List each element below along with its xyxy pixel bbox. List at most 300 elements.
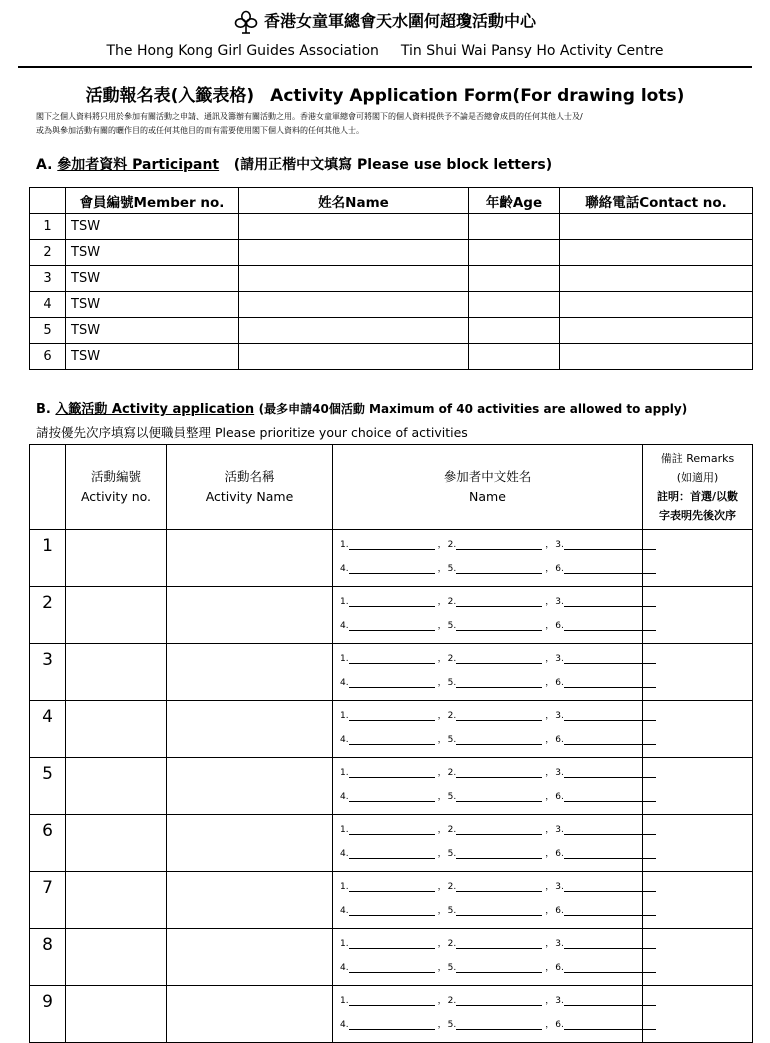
- col-header-activity-name: [167, 445, 333, 530]
- name-slot-label: 2.: [447, 540, 457, 550]
- remarks-field[interactable]: [643, 815, 753, 872]
- name-slot-blank[interactable]: [564, 598, 656, 607]
- name-slot-blank[interactable]: [564, 655, 656, 664]
- name-slot-label: 4.: [340, 564, 349, 574]
- name-slot-label: 3.: [555, 882, 564, 892]
- name-slot-label: 1.: [340, 825, 349, 835]
- col-header-row-index: [30, 445, 66, 530]
- age-field[interactable]: [469, 240, 560, 266]
- name-slot-separator: ，: [437, 963, 447, 973]
- name-slot-label: 1.: [340, 939, 349, 949]
- activity-row-index: 9: [30, 986, 66, 1043]
- name-slot-blank[interactable]: [349, 940, 435, 949]
- participant-table: [29, 187, 753, 370]
- name-slot-blank[interactable]: [456, 565, 542, 574]
- name-slot-label: 3.: [555, 711, 564, 721]
- name-slot-separator: ，: [437, 678, 447, 688]
- name-slot-blank[interactable]: [456, 679, 542, 688]
- name-slot-blank[interactable]: [564, 826, 656, 835]
- member-no-field[interactable]: TSW: [66, 214, 239, 240]
- name-slot-label: 2.: [447, 939, 457, 949]
- participant-row: [30, 214, 753, 240]
- contact-field[interactable]: [560, 240, 753, 266]
- remarks-line-1: 備註 Remarks: [660, 452, 735, 465]
- name-slot-label: 5.: [447, 792, 457, 802]
- participant-names-en: Name: [469, 489, 506, 504]
- remarks-field[interactable]: [643, 530, 753, 587]
- contact-field[interactable]: [560, 318, 753, 344]
- name-slot-blank[interactable]: [349, 655, 435, 664]
- participant-names-field: [333, 815, 643, 872]
- name-slot-blank[interactable]: [456, 622, 542, 631]
- name-slots-line-1: [340, 996, 656, 1006]
- name-slot-separator: ，: [437, 711, 447, 721]
- name-slot-label: 4.: [340, 735, 349, 745]
- centre-english-name: Tin Shui Wai Pansy Ho Activity Centre: [400, 43, 664, 59]
- participant-names-field: [333, 701, 643, 758]
- activity-no-field[interactable]: [66, 815, 167, 872]
- section-a-note: (請用正楷中文填寫 Please use block letters): [233, 157, 553, 173]
- member-no-field[interactable]: TSW: [66, 318, 239, 344]
- name-slots-line-2: [340, 621, 656, 631]
- privacy-statement: [36, 110, 756, 138]
- remarks-field[interactable]: [643, 701, 753, 758]
- name-slot-blank[interactable]: [564, 565, 656, 574]
- participant-names-field: [333, 986, 643, 1043]
- activity-no-field[interactable]: [66, 872, 167, 929]
- activity-row: [30, 929, 753, 986]
- form-title: [0, 84, 770, 108]
- activity-name-field[interactable]: [167, 815, 333, 872]
- name-slot-separator: ，: [437, 882, 447, 892]
- activity-row-index: 6: [30, 815, 66, 872]
- participant-row-index: 5: [30, 318, 66, 344]
- participant-names-field: [333, 644, 643, 701]
- name-slot-separator: ，: [437, 792, 447, 802]
- name-slot-separator: ，: [437, 768, 447, 778]
- name-slots-line-1: [340, 882, 656, 892]
- activity-row-index: 5: [30, 758, 66, 815]
- participant-row: [30, 318, 753, 344]
- age-field[interactable]: [469, 214, 560, 240]
- org-english-name: The Hong Kong Girl Guides Association: [106, 43, 379, 59]
- name-slot-separator: ，: [545, 678, 555, 688]
- name-slot-label: 1.: [340, 768, 349, 778]
- name-slot-label: 5.: [447, 621, 457, 631]
- privacy-line-1: 閣下之個人資料將只用於參加有關活動之申請、通訊及籌辦有關活動之用。香港女童軍總會可將閣下的個人資料提供予不論是否總會成員的任何其他人士及/: [36, 112, 583, 121]
- age-field[interactable]: [469, 344, 560, 370]
- col-header-remarks: [643, 445, 753, 530]
- name-slot-label: 1.: [340, 597, 349, 607]
- name-slot-separator: ，: [545, 882, 555, 892]
- col-header-index: [30, 188, 66, 214]
- privacy-line-2: 或為與參加活動有關的曬作目的或任何其他目的而有需要使用閣下個人資料的任何其他人士。: [36, 126, 364, 135]
- name-slot-blank[interactable]: [349, 793, 435, 802]
- participant-row: [30, 292, 753, 318]
- name-slot-separator: ，: [545, 735, 555, 745]
- name-slots-line-2: [340, 792, 656, 802]
- member-no-field[interactable]: TSW: [66, 240, 239, 266]
- org-chinese-name: 香港女童軍總會天水圍何超瓊活動中心: [263, 11, 536, 31]
- activity-no-field[interactable]: [66, 758, 167, 815]
- name-slot-label: 6.: [555, 792, 564, 802]
- name-slot-label: 2.: [447, 825, 457, 835]
- name-slot-separator: ，: [545, 564, 555, 574]
- section-a-heading: [36, 155, 552, 175]
- name-slot-label: 3.: [555, 939, 564, 949]
- col-header-age: 年齡Age: [469, 188, 560, 214]
- name-slot-blank[interactable]: [564, 997, 656, 1006]
- activity-no-field[interactable]: [66, 530, 167, 587]
- name-slots-line-2: [340, 906, 656, 916]
- activity-no-en: Activity no.: [80, 489, 152, 504]
- name-slot-separator: ，: [545, 597, 555, 607]
- name-slot-separator: ，: [545, 849, 555, 859]
- activity-name-field[interactable]: [167, 530, 333, 587]
- name-slots-line-2: [340, 963, 656, 973]
- name-slot-blank[interactable]: [456, 1021, 542, 1030]
- activity-name-field[interactable]: [167, 701, 333, 758]
- name-slot-separator: ，: [545, 540, 555, 550]
- name-slot-separator: ，: [437, 849, 447, 859]
- name-slots-line-2: [340, 735, 656, 745]
- participant-names-field: [333, 587, 643, 644]
- name-slot-separator: ，: [545, 825, 555, 835]
- form-title-chinese: 活動報名表(入籤表格): [85, 86, 255, 106]
- remarks-field[interactable]: [643, 644, 753, 701]
- member-no-field[interactable]: TSW: [66, 344, 239, 370]
- col-header-contact: 聯絡電話Contact no.: [560, 188, 753, 214]
- name-slot-label: 1.: [340, 540, 349, 550]
- name-slots-line-1: [340, 540, 656, 550]
- name-slot-blank[interactable]: [349, 679, 435, 688]
- name-slot-separator: ，: [437, 939, 447, 949]
- activity-no-field[interactable]: [66, 644, 167, 701]
- remarks-field[interactable]: [643, 587, 753, 644]
- participant-row-index: 1: [30, 214, 66, 240]
- name-slot-blank[interactable]: [349, 622, 435, 631]
- participant-row: [30, 266, 753, 292]
- remarks-field[interactable]: [643, 872, 753, 929]
- section-b-title: 入籤活動 Activity application: [55, 402, 255, 417]
- name-slot-blank[interactable]: [564, 793, 656, 802]
- name-slot-blank[interactable]: [564, 736, 656, 745]
- activity-row-index: 7: [30, 872, 66, 929]
- name-slot-label: 6.: [555, 849, 564, 859]
- name-slot-separator: ，: [545, 996, 555, 1006]
- name-slot-blank[interactable]: [456, 793, 542, 802]
- name-slot-label: 4.: [340, 1020, 349, 1030]
- name-slot-blank[interactable]: [349, 598, 435, 607]
- name-slot-label: 6.: [555, 678, 564, 688]
- name-slot-label: 4.: [340, 792, 349, 802]
- name-slot-label: 5.: [447, 1020, 457, 1030]
- section-b-note: (最多申請40個活動 Maximum of 40 activities are allowed to apply): [258, 402, 688, 416]
- trefoil-logo-icon: [234, 10, 258, 34]
- name-slot-blank[interactable]: [456, 712, 542, 721]
- activity-no-field[interactable]: [66, 986, 167, 1043]
- name-slot-blank[interactable]: [564, 883, 656, 892]
- name-slot-label: 3.: [555, 996, 564, 1006]
- section-a-label: A.: [36, 157, 53, 173]
- name-slot-label: 5.: [447, 963, 457, 973]
- name-slot-blank[interactable]: [564, 1021, 656, 1030]
- name-slot-separator: ，: [545, 963, 555, 973]
- name-slot-blank[interactable]: [564, 679, 656, 688]
- contact-field[interactable]: [560, 344, 753, 370]
- name-slot-blank[interactable]: [564, 622, 656, 631]
- name-slot-label: 1.: [340, 711, 349, 721]
- name-slot-blank[interactable]: [564, 850, 656, 859]
- name-slot-blank[interactable]: [349, 565, 435, 574]
- name-slot-label: 1.: [340, 996, 349, 1006]
- name-slot-blank[interactable]: [349, 1021, 435, 1030]
- name-slot-blank[interactable]: [564, 940, 656, 949]
- name-slot-label: 6.: [555, 735, 564, 745]
- name-slots-line-1: [340, 711, 656, 721]
- member-no-field[interactable]: TSW: [66, 266, 239, 292]
- age-field[interactable]: [469, 292, 560, 318]
- age-field[interactable]: [469, 318, 560, 344]
- participant-row: [30, 344, 753, 370]
- remarks-line-3-wrap: [643, 487, 752, 506]
- name-slot-label: 5.: [447, 906, 457, 916]
- name-slot-blank[interactable]: [564, 769, 656, 778]
- member-no-field[interactable]: TSW: [66, 292, 239, 318]
- activity-name-field[interactable]: [167, 986, 333, 1043]
- name-slots-line-2: [340, 678, 656, 688]
- section-b-label: B.: [36, 402, 51, 417]
- col-header-participant-names: [333, 445, 643, 530]
- participant-names-field: [333, 758, 643, 815]
- name-slot-blank[interactable]: [349, 826, 435, 835]
- name-slot-label: 4.: [340, 906, 349, 916]
- contact-field[interactable]: [560, 292, 753, 318]
- remarks-line-4-wrap: [643, 506, 752, 525]
- name-slot-separator: ，: [437, 906, 447, 916]
- remarks-line-3: 註明：首選/以數: [656, 490, 739, 503]
- name-slot-label: 3.: [555, 540, 564, 550]
- name-slot-blank[interactable]: [456, 883, 542, 892]
- name-slot-separator: ，: [437, 996, 447, 1006]
- name-slot-label: 3.: [555, 768, 564, 778]
- name-slot-separator: ，: [437, 735, 447, 745]
- participant-row-index: 6: [30, 344, 66, 370]
- activity-name-field[interactable]: [167, 872, 333, 929]
- name-slots-line-2: [340, 564, 656, 574]
- name-slot-label: 6.: [555, 1020, 564, 1030]
- name-slot-separator: ，: [545, 792, 555, 802]
- name-slot-label: 5.: [447, 564, 457, 574]
- name-slot-label: 1.: [340, 654, 349, 664]
- name-slots-line-1: [340, 654, 656, 664]
- participant-header-row: [30, 188, 753, 214]
- name-slot-label: 4.: [340, 678, 349, 688]
- remarks-field[interactable]: [643, 986, 753, 1043]
- form-title-english: Activity Application Form(For drawing lots): [270, 86, 685, 106]
- participant-names-field: [333, 530, 643, 587]
- name-slot-blank[interactable]: [349, 964, 435, 973]
- activity-row: [30, 872, 753, 929]
- name-slot-blank[interactable]: [456, 940, 542, 949]
- name-slot-label: 4.: [340, 963, 349, 973]
- activity-row: [30, 758, 753, 815]
- activity-row: [30, 986, 753, 1043]
- name-slots-line-2: [340, 849, 656, 859]
- activity-name-field[interactable]: [167, 644, 333, 701]
- name-slots-line-1: [340, 825, 656, 835]
- name-slots-line-1: [340, 768, 656, 778]
- name-slot-separator: ，: [437, 654, 447, 664]
- name-slot-blank[interactable]: [456, 964, 542, 973]
- participant-row-index: 4: [30, 292, 66, 318]
- name-slot-label: 3.: [555, 825, 564, 835]
- name-slot-label: 3.: [555, 597, 564, 607]
- activity-row-index: 4: [30, 701, 66, 758]
- name-slot-blank[interactable]: [349, 907, 435, 916]
- participant-row-index: 3: [30, 266, 66, 292]
- participant-names-cn: 參加者中文姓名: [443, 469, 532, 484]
- name-slot-blank[interactable]: [349, 712, 435, 721]
- name-slot-label: 2.: [447, 768, 457, 778]
- name-slot-blank[interactable]: [564, 712, 656, 721]
- name-slot-blank[interactable]: [349, 736, 435, 745]
- name-slot-label: 3.: [555, 654, 564, 664]
- name-slot-separator: ，: [437, 825, 447, 835]
- name-slot-separator: ，: [437, 621, 447, 631]
- name-slot-label: 5.: [447, 678, 457, 688]
- activity-no-field[interactable]: [66, 929, 167, 986]
- participant-row-index: 2: [30, 240, 66, 266]
- age-field[interactable]: [469, 266, 560, 292]
- name-slots-line-1: [340, 939, 656, 949]
- name-slot-separator: ，: [545, 654, 555, 664]
- activity-name-en: Activity Name: [205, 489, 294, 504]
- remarks-field[interactable]: [643, 929, 753, 986]
- activity-row: [30, 701, 753, 758]
- section-a-title: 參加者資料 Participant: [57, 157, 220, 173]
- activity-no-field[interactable]: [66, 701, 167, 758]
- contact-field[interactable]: [560, 266, 753, 292]
- name-field[interactable]: [239, 318, 469, 344]
- activity-no-cn: 活動編號: [90, 469, 141, 484]
- activity-name-field[interactable]: [167, 758, 333, 815]
- section-b-heading: [36, 399, 687, 420]
- activity-row: [30, 530, 753, 587]
- name-slot-separator: ，: [545, 768, 555, 778]
- name-slot-label: 2.: [447, 654, 457, 664]
- section-b-subtitle: 請按優先次序填寫以便職員整理 Please prioritize your choice of activities: [36, 425, 468, 440]
- name-slot-label: 2.: [447, 711, 457, 721]
- name-slot-label: 5.: [447, 849, 457, 859]
- name-slot-label: 6.: [555, 963, 564, 973]
- name-slot-label: 2.: [447, 597, 457, 607]
- col-header-activity-no: [66, 445, 167, 530]
- activity-name-field[interactable]: [167, 929, 333, 986]
- activity-row-index: 8: [30, 929, 66, 986]
- name-slot-blank[interactable]: [564, 964, 656, 973]
- activity-row: [30, 644, 753, 701]
- header-english: [0, 41, 770, 61]
- header-chinese: [0, 9, 770, 34]
- name-slot-blank[interactable]: [349, 769, 435, 778]
- name-slot-separator: ，: [437, 564, 447, 574]
- name-slot-blank[interactable]: [456, 769, 542, 778]
- name-slot-blank[interactable]: [456, 736, 542, 745]
- header-divider: [18, 66, 752, 68]
- activity-name-cn: 活動名稱: [224, 469, 275, 484]
- name-slot-blank[interactable]: [349, 850, 435, 859]
- name-slot-label: 1.: [340, 882, 349, 892]
- name-slot-label: 4.: [340, 849, 349, 859]
- activity-row: [30, 815, 753, 872]
- participant-row: [30, 240, 753, 266]
- participant-names-field: [333, 872, 643, 929]
- remarks-field[interactable]: [643, 758, 753, 815]
- participant-names-field: [333, 929, 643, 986]
- name-slot-blank[interactable]: [564, 907, 656, 916]
- name-slot-blank[interactable]: [456, 598, 542, 607]
- name-slot-blank[interactable]: [456, 655, 542, 664]
- activity-row-index: 2: [30, 587, 66, 644]
- name-slot-label: 5.: [447, 735, 457, 745]
- name-slot-blank[interactable]: [456, 541, 542, 550]
- name-slot-label: 6.: [555, 621, 564, 631]
- name-slot-separator: ，: [437, 540, 447, 550]
- name-slot-blank[interactable]: [349, 541, 435, 550]
- name-slot-blank[interactable]: [349, 997, 435, 1006]
- name-slot-separator: ，: [545, 711, 555, 721]
- name-slot-blank[interactable]: [349, 883, 435, 892]
- name-slot-separator: ，: [545, 939, 555, 949]
- name-field[interactable]: [239, 214, 469, 240]
- col-header-member-no: 會員編號Member no.: [66, 188, 239, 214]
- name-slot-separator: ，: [437, 1020, 447, 1030]
- name-slot-label: 6.: [555, 564, 564, 574]
- contact-field[interactable]: [560, 214, 753, 240]
- name-slot-separator: ，: [545, 1020, 555, 1030]
- name-slot-label: 6.: [555, 906, 564, 916]
- name-slot-blank[interactable]: [456, 826, 542, 835]
- name-slot-blank[interactable]: [456, 997, 542, 1006]
- col-header-name: 姓名Name: [239, 188, 469, 214]
- remarks-line-2: (如適用): [676, 471, 719, 484]
- name-slots-line-2: [340, 1020, 656, 1030]
- name-field[interactable]: [239, 266, 469, 292]
- name-field[interactable]: [239, 292, 469, 318]
- activity-name-field[interactable]: [167, 587, 333, 644]
- name-slots-line-1: [340, 597, 656, 607]
- activity-header-row: [30, 445, 753, 530]
- name-slot-label: 2.: [447, 882, 457, 892]
- activity-table: [29, 444, 753, 1043]
- activity-row-index: 3: [30, 644, 66, 701]
- name-slot-separator: ，: [545, 621, 555, 631]
- activity-row: [30, 587, 753, 644]
- name-field[interactable]: [239, 344, 469, 370]
- name-slot-separator: ，: [437, 597, 447, 607]
- name-slot-label: 4.: [340, 621, 349, 631]
- activity-row-index: 1: [30, 530, 66, 587]
- activity-no-field[interactable]: [66, 587, 167, 644]
- remarks-line-4: 字表明先後次序: [659, 509, 736, 522]
- name-slot-blank[interactable]: [456, 907, 542, 916]
- name-field[interactable]: [239, 240, 469, 266]
- name-slot-separator: ，: [545, 906, 555, 916]
- name-slot-label: 2.: [447, 996, 457, 1006]
- name-slot-blank[interactable]: [564, 541, 656, 550]
- name-slot-blank[interactable]: [456, 850, 542, 859]
